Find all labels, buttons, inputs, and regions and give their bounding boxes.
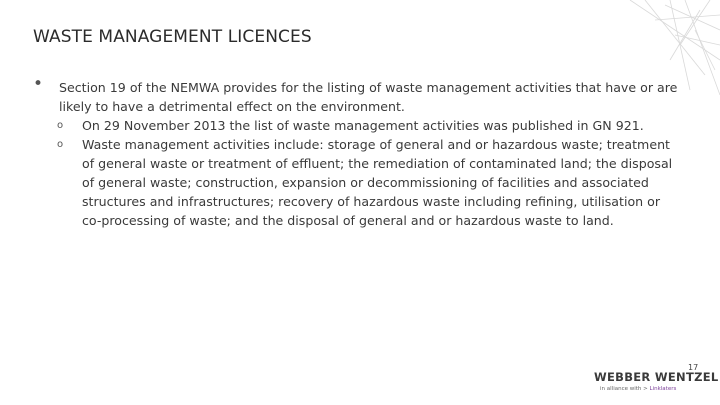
sub-bullet-text: On 29 November 2013 the list of waste management activities was published in GN 921.: [82, 118, 644, 133]
bullet-text: Section 19 of the NEMWA provides for the listing of waste management activities that have or are likely to have a detrimental effect on the environment.: [59, 80, 678, 114]
slide-title: WASTE MANAGEMENT LICENCES: [33, 27, 312, 47]
sub-bullet-item: [33, 116, 683, 135]
sub-bullet-marker: o: [57, 139, 64, 150]
sub-bullet-item: [33, 135, 683, 230]
bullet-item: [33, 74, 683, 116]
page-number: 17: [688, 363, 699, 372]
bullet-content: [33, 74, 683, 230]
logo-tagline-prefix: in alliance with >: [600, 386, 648, 392]
bullet-marker: •: [33, 74, 44, 94]
logo-name: WEBBER WENTZEL: [594, 370, 719, 384]
sub-bullet-list: [33, 116, 683, 230]
logo-tagline: [594, 386, 704, 392]
company-logo: [594, 370, 719, 392]
sub-bullet-marker: o: [57, 120, 64, 131]
sub-bullet-text: Waste management activities include: storage of general and or hazardous waste; treatment of general waste or treatment of effluent; the remediation of contaminated land; the disposal of general waste; construction, expansion or decommissioning of facilities and associated structures and infrastructures; recovery of hazardous waste including refining, utilisation or co-processing of waste; and the disposal of general and or hazardous waste to land.: [82, 137, 673, 228]
logo-partner-name: Linklaters: [649, 386, 677, 392]
